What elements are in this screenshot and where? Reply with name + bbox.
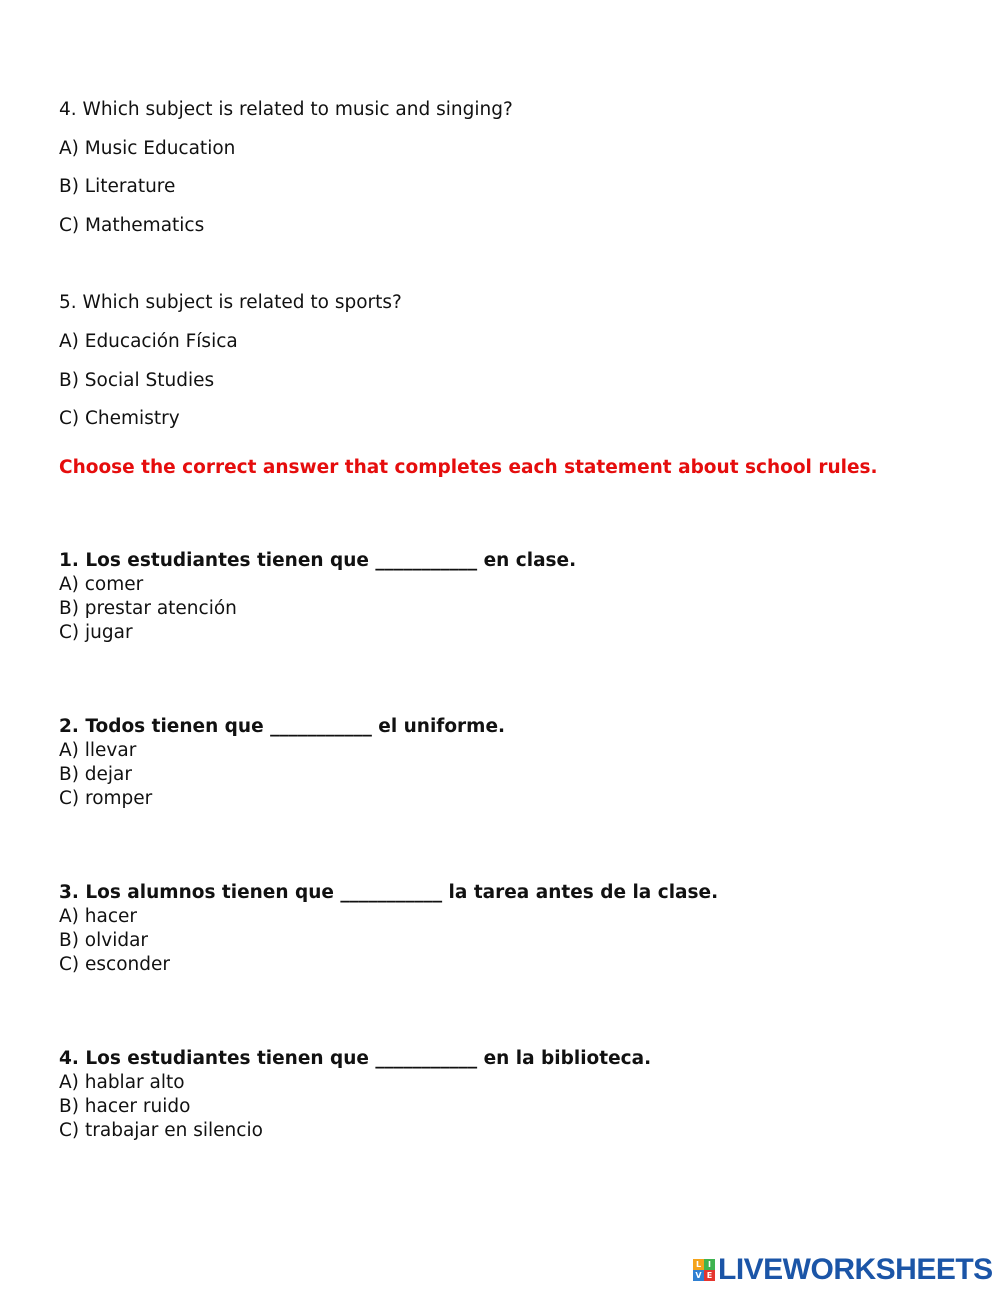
rule-2-option-b[interactable]: B) dejar	[59, 764, 132, 785]
rule-3-option-c[interactable]: C) esconder	[59, 954, 170, 975]
rule-1-option-c[interactable]: C) jugar	[59, 622, 133, 643]
logo-mark-letter-i: I	[704, 1259, 715, 1270]
rule-2-option-a[interactable]: A) llevar	[59, 740, 137, 761]
rule-3-option-a[interactable]: A) hacer	[59, 906, 137, 927]
liveworksheets-logo	[693, 1254, 993, 1286]
rule-3-statement: 3. Los alumnos tienen que ___________ la tarea antes de la clase.	[59, 882, 719, 903]
rule-1-statement: 1. Los estudiantes tienen que ___________ en clase.	[59, 550, 577, 571]
question-5-option-c[interactable]: C) Chemistry	[59, 408, 180, 429]
rule-2-statement: 2. Todos tienen que ___________ el uniforme.	[59, 716, 506, 737]
rule-1-option-b[interactable]: B) prestar atención	[59, 598, 237, 619]
question-4-text: 4. Which subject is related to music and singing?	[59, 99, 513, 120]
instruction-heading: Choose the correct answer that completes each statement about school rules.	[59, 457, 878, 478]
logo-mark-icon	[693, 1259, 715, 1281]
question-4-option-b[interactable]: B) Literature	[59, 176, 176, 197]
question-4-option-c[interactable]: C) Mathematics	[59, 215, 205, 236]
rule-4-option-c[interactable]: C) trabajar en silencio	[59, 1120, 263, 1141]
rule-4-option-a[interactable]: A) hablar alto	[59, 1072, 185, 1093]
rule-1-option-a[interactable]: A) comer	[59, 574, 144, 595]
rule-2-option-c[interactable]: C) romper	[59, 788, 153, 809]
rule-4-option-b[interactable]: B) hacer ruido	[59, 1096, 191, 1117]
rule-3-option-b[interactable]: B) olvidar	[59, 930, 149, 951]
question-5-text: 5. Which subject is related to sports?	[59, 292, 402, 313]
logo-mark-letter-v: V	[693, 1270, 704, 1281]
question-5-option-a[interactable]: A) Educación Física	[59, 331, 238, 352]
question-5-option-b[interactable]: B) Social Studies	[59, 370, 215, 391]
rule-4-statement: 4. Los estudiantes tienen que ___________ en la biblioteca.	[59, 1048, 652, 1069]
logo-mark-letter-e: E	[704, 1270, 715, 1281]
logo-mark-letter-l: L	[693, 1259, 704, 1270]
logo-text: LIVEWORKSHEETS	[718, 1253, 993, 1286]
question-4-option-a[interactable]: A) Music Education	[59, 138, 236, 159]
